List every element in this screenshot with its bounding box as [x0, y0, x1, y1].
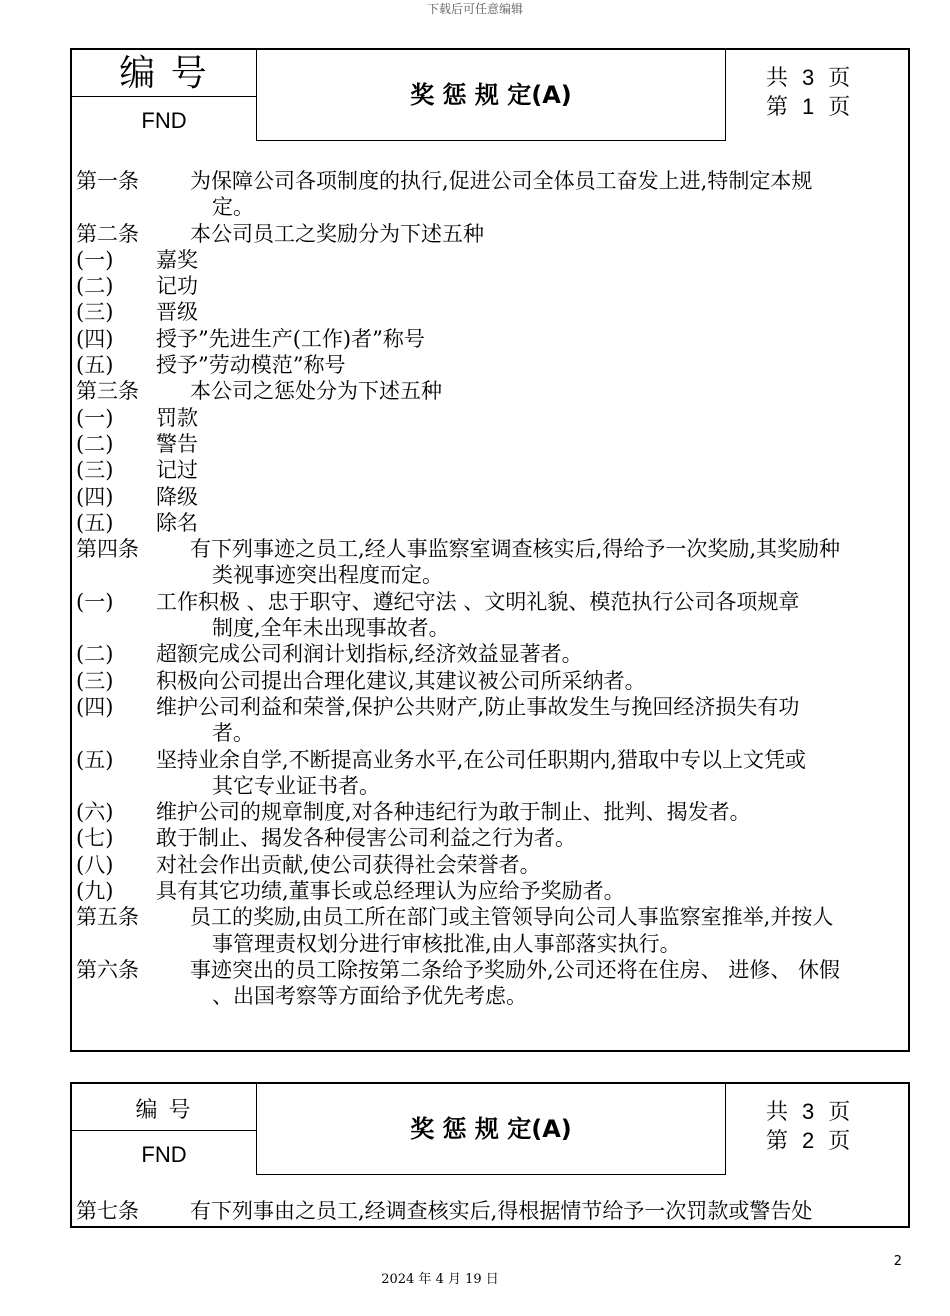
- clause-text: 维护公司的规章制度,对各种违纪行为敢于制止、批判、揭发者。: [156, 800, 751, 825]
- clause-text: 坚持业余自学,不断提高业务水平,在公司任职期内,猎取中专以上文凭或: [156, 747, 807, 772]
- clause-text: 定。: [212, 195, 254, 220]
- current-label: 第: [766, 1129, 789, 1154]
- clause-label: (七): [76, 826, 114, 851]
- article-line: [76, 904, 910, 930]
- code-label: 编 号: [72, 1084, 256, 1131]
- page-unit: 页: [828, 95, 851, 120]
- clause-text: 记功: [156, 274, 198, 299]
- clause-text: 对社会作出贡献,使公司获得社会荣誉者。: [156, 852, 541, 877]
- clause-text: 事迹突出的员工除按第二条给予奖励外,公司还将在住房、 进修、 休假: [190, 957, 841, 982]
- code-label: 编 号: [72, 50, 256, 97]
- total-label: 共: [766, 1100, 789, 1125]
- clause-label: (五): [76, 353, 114, 378]
- current-page: 1: [802, 94, 815, 119]
- clause-label: (九): [76, 879, 114, 904]
- clause-text: 警告: [156, 431, 198, 456]
- item-line: [76, 589, 910, 615]
- clause-label: (三): [76, 300, 114, 325]
- clause-text: 敢于制止、揭发各种侵害公司利益之行为者。: [156, 826, 576, 851]
- clause-label: 第三条: [76, 379, 139, 404]
- continuation-line: [76, 720, 910, 746]
- item-line: [76, 878, 910, 904]
- document-title: 奖 惩 规 定(A): [256, 1084, 726, 1175]
- clause-text: 授予”劳动模范”称号: [156, 353, 346, 378]
- clause-label: 第四条: [76, 537, 139, 562]
- item-line: [76, 852, 910, 878]
- item-line: [76, 299, 910, 325]
- item-line: [76, 431, 910, 457]
- clause-text: 者。: [212, 721, 254, 746]
- clause-text: 本公司之惩处分为下述五种: [190, 379, 442, 404]
- clause-label: (五): [76, 747, 114, 772]
- article-line: [76, 536, 910, 562]
- clause-label: (一): [76, 247, 114, 272]
- document-code: FND: [141, 1142, 187, 1167]
- continuation-line: [76, 983, 910, 1009]
- clause-text: 维护公司利益和荣誉,保护公共财产,防止事故发生与挽回经济损失有功: [156, 694, 800, 719]
- clause-text: 罚款: [156, 405, 198, 430]
- current-page-line: [766, 93, 886, 122]
- clause-text: 降级: [156, 484, 198, 509]
- total-pages-line: [766, 64, 886, 93]
- clause-label: (二): [76, 642, 114, 667]
- item-line: [76, 747, 910, 773]
- clause-label: (四): [76, 326, 114, 351]
- page-unit: 页: [828, 1100, 851, 1125]
- total-pages: 3: [802, 65, 815, 90]
- download-note: 下载后可任意编辑: [426, 2, 523, 16]
- page-frame-1: [70, 48, 910, 1052]
- clause-text: 授予”先进生产(工作)者”称号: [156, 326, 425, 351]
- current-page: 2: [802, 1128, 815, 1153]
- code-cell: [72, 50, 256, 142]
- clause-text: 工作积极 、忠于职守、遵纪守法 、文明礼貌、模范执行公司各项规章: [156, 589, 800, 614]
- page-unit: 页: [828, 66, 851, 91]
- item-line: [76, 510, 910, 536]
- article-line: [76, 168, 910, 194]
- document-title: 奖 惩 规 定(A): [256, 50, 726, 141]
- item-line: [76, 247, 910, 273]
- clause-text: 类视事迹突出程度而定。: [212, 563, 443, 588]
- footer-page-number: 2: [893, 1254, 902, 1269]
- clause-label: (五): [76, 510, 114, 535]
- page-count-cell: [766, 1098, 886, 1156]
- clause-label: 第二条: [76, 221, 139, 246]
- item-line: [76, 825, 910, 851]
- clause-text: 记过: [156, 458, 198, 483]
- page-frame-2: [70, 1082, 910, 1228]
- clause-text: 制度,全年未出现事故者。: [212, 616, 450, 641]
- continuation-line: [76, 194, 910, 220]
- item-line: [76, 405, 910, 431]
- clause-label: (八): [76, 852, 114, 877]
- continuation-line: [76, 773, 910, 799]
- clause-text: 本公司员工之奖励分为下述五种: [190, 221, 484, 246]
- clause-label: (二): [76, 274, 114, 299]
- code-cell: [72, 1084, 256, 1176]
- footer-date: 2024 年 4 月 19 日: [381, 1272, 499, 1287]
- clause-label: 第五条: [76, 905, 139, 930]
- total-label: 共: [766, 66, 789, 91]
- clause-text: 员工的奖励,由员工所在部门或主管领导向公司人事监察室推举,并按人: [190, 905, 834, 930]
- clause-text: 积极向公司提出合理化建议,其建议被公司所采纳者。: [156, 668, 646, 693]
- clause-text: 、出国考察等方面给予优先考虑。: [212, 984, 527, 1009]
- article-line: [76, 957, 910, 983]
- item-line: [76, 457, 910, 483]
- article-line: [76, 221, 910, 247]
- item-line: [76, 273, 910, 299]
- item-line: [76, 352, 910, 378]
- clause-label: (四): [76, 484, 114, 509]
- article-line: [76, 378, 910, 404]
- clause-text: 有下列事由之员工,经调查核实后,得根据情节给予一次罚款或警告处: [190, 1199, 813, 1223]
- clause-label: 第七条: [76, 1199, 139, 1223]
- clause-label: (四): [76, 694, 114, 719]
- current-label: 第: [766, 95, 789, 120]
- continuation-line: [76, 931, 910, 957]
- clause-text: 嘉奖: [156, 247, 198, 272]
- clause-label: (二): [76, 431, 114, 456]
- regulation-body-1: [76, 168, 910, 1010]
- clause-text: 事管理责权划分进行审核批准,由人事部落实执行。: [212, 931, 681, 956]
- total-pages-line: [766, 1098, 886, 1127]
- continuation-line: [76, 615, 910, 641]
- item-line: [76, 694, 910, 720]
- clause-label: (三): [76, 458, 114, 483]
- item-line: [76, 641, 910, 667]
- regulation-body-2: [76, 1198, 910, 1224]
- page-count-cell: [766, 64, 886, 122]
- clause-text: 超额完成公司利润计划指标,经济效益显著者。: [156, 642, 583, 667]
- item-line: [76, 484, 910, 510]
- clause-label: (三): [76, 668, 114, 693]
- clause-text: 为保障公司各项制度的执行,促进公司全体员工奋发上进,特制定本规: [190, 169, 813, 193]
- total-pages: 3: [802, 1099, 815, 1124]
- continuation-line: [76, 562, 910, 588]
- clause-text: 有下列事迹之员工,经人事监察室调查核实后,得给予一次奖励,其奖励种: [190, 537, 841, 562]
- clause-label: 第一条: [76, 169, 139, 193]
- clause-text: 晋级: [156, 300, 198, 325]
- clause-text: 除名: [156, 510, 198, 535]
- clause-label: (一): [76, 405, 114, 430]
- clause-text: 具有其它功绩,董事长或总经理认为应给予奖励者。: [156, 879, 625, 904]
- document-code: FND: [141, 108, 187, 133]
- current-page-line: [766, 1127, 886, 1156]
- item-line: [76, 668, 910, 694]
- page-unit: 页: [828, 1129, 851, 1154]
- clause-text: 其它专业证书者。: [212, 773, 380, 798]
- article-line: [76, 1198, 910, 1224]
- clause-label: (六): [76, 800, 114, 825]
- clause-label: 第六条: [76, 957, 139, 982]
- clause-label: (一): [76, 589, 114, 614]
- item-line: [76, 326, 910, 352]
- item-line: [76, 799, 910, 825]
